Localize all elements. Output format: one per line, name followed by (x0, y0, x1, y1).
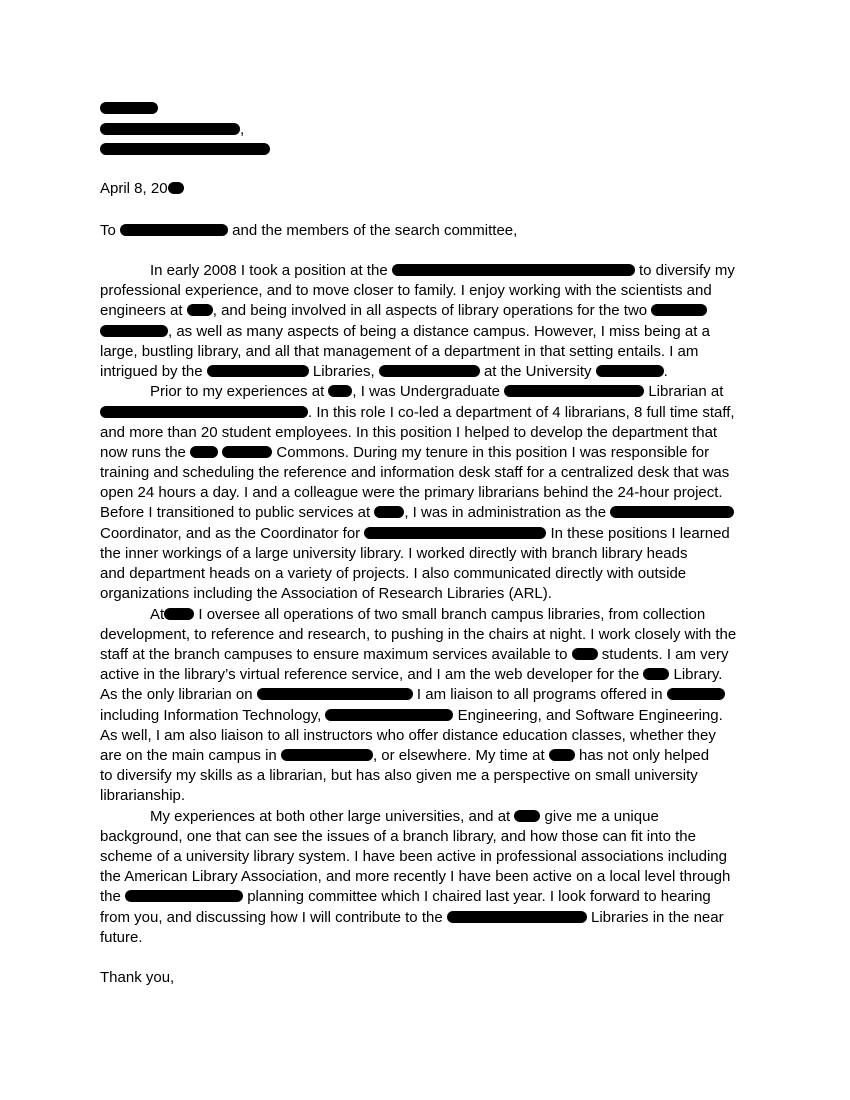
body-text: , as well as many aspects of being a distance campus. However, I miss being at a (168, 323, 710, 340)
paragraph-3-line (100, 665, 722, 685)
salutation-text: To (100, 222, 116, 239)
redaction-bar (190, 446, 218, 458)
redaction-bar (325, 709, 453, 721)
body-text: students. I am very (597, 646, 729, 663)
date-text: April 8, 20 (100, 180, 168, 197)
body-text: including Information Technology, (100, 707, 326, 724)
redaction-bar (120, 224, 228, 236)
body-text: the American Library Association, and more recently I have been active on a local level through (100, 868, 731, 885)
redaction-bar (222, 446, 272, 458)
paragraph-1-line (100, 322, 710, 342)
redaction-bar (514, 810, 540, 822)
paragraph-2-line (100, 403, 735, 423)
body-text: the inner workings of a large university library. I worked directly with branch library heads (100, 545, 688, 562)
redaction-bar (100, 325, 168, 337)
paragraph-1-line (100, 281, 712, 301)
redaction-bar (364, 527, 546, 539)
body-text: Librarian at (644, 383, 724, 400)
paragraph-3-line (100, 746, 709, 766)
redaction-bar (100, 406, 308, 418)
body-text: training and scheduling the reference and information desk staff for a centralized desk that was (100, 464, 730, 481)
paragraph-4-line (100, 908, 724, 928)
body-text: , I was Undergraduate (352, 383, 505, 400)
body-text: Engineering, and Software Engineering. (453, 707, 723, 724)
body-text: , or elsewhere. My time at (372, 747, 549, 764)
redaction-bar (207, 365, 309, 377)
body-text: I am liaison to all programs offered in (412, 686, 667, 703)
paragraph-1-line (100, 362, 668, 382)
redaction-bar (168, 182, 184, 194)
body-text: organizations including the Association of Research Libraries (ARL). (100, 585, 552, 602)
body-text: staff at the branch campuses to ensure maximum services available to (100, 646, 572, 663)
body-text: from you, and discussing how I will contribute to the (100, 909, 447, 926)
body-text: Coordinator, and as the Coordinator for (100, 525, 365, 542)
body-text: In these positions I learned (546, 525, 730, 542)
body-text: Library. (669, 666, 723, 683)
redaction-bar (100, 123, 240, 135)
paragraph-4-line (150, 807, 659, 827)
redaction-bar (187, 304, 213, 316)
body-text: to diversify my skills as a librarian, but has also given me a perspective on small university (100, 767, 698, 784)
salutation (100, 221, 517, 241)
paragraph-3-line (100, 625, 736, 645)
redaction-bar (164, 608, 194, 620)
body-text: and more than 20 student employees. In this position I helped to develop the department that (100, 424, 718, 441)
paragraph-4-line (100, 867, 730, 887)
redaction-bar (392, 264, 635, 276)
body-text: Prior to my experiences at (150, 383, 329, 400)
body-text: now runs the (100, 444, 191, 461)
paragraph-2-line (100, 544, 687, 564)
paragraph-2-line (100, 503, 734, 523)
body-text: at the University (479, 363, 596, 380)
body-text: . In this role I co-led a department of 4 librarians, 8 full time staff, (308, 404, 735, 421)
body-text: Commons. During my tenure in this position I was responsible for (272, 444, 710, 461)
paragraph-4-line (100, 887, 711, 907)
address-line-2 (100, 120, 244, 140)
paragraph-4-line (100, 827, 696, 847)
paragraph-3-line (100, 685, 725, 705)
body-text: Libraries in the near (586, 909, 724, 926)
paragraph-2-line (100, 584, 552, 604)
redaction-bar (447, 911, 587, 923)
body-text: has not only helped (574, 747, 710, 764)
address-line-1 (100, 99, 158, 119)
body-text: development, to reference and research, to pushing in the chairs at night. I work closely with the (100, 626, 737, 643)
redaction-bar (281, 749, 373, 761)
paragraph-2-line (100, 524, 730, 544)
paragraph-2-line (100, 443, 709, 463)
redaction-bar (504, 385, 644, 397)
paragraph-3-line (100, 726, 716, 746)
paragraph-3-line (100, 706, 723, 726)
body-text: At (150, 606, 165, 623)
redaction-bar (328, 385, 352, 397)
redaction-bar (572, 648, 598, 660)
redaction-bar (100, 102, 158, 114)
paragraph-4-line (100, 928, 143, 948)
body-text: professional experience, and to move closer to family. I enjoy working with the scientists and (100, 282, 712, 299)
paragraph-3-line (100, 766, 698, 786)
paragraph-1-line (150, 261, 735, 281)
redaction-bar (643, 668, 669, 680)
redaction-bar (610, 506, 734, 518)
paragraph-2-line (100, 483, 723, 503)
redaction-bar (651, 304, 707, 316)
body-text: librarianship. (100, 787, 186, 804)
body-text: scheme of a university library system. I have been active in professional associations including (100, 848, 727, 865)
paragraph-2-line (150, 382, 723, 402)
body-text: Libraries, (308, 363, 379, 380)
body-text: the (100, 888, 126, 905)
paragraph-2-line (100, 564, 686, 584)
redaction-bar (257, 688, 413, 700)
redaction-bar (596, 365, 664, 377)
paragraph-1-line (100, 342, 698, 362)
body-text: open 24 hours a day. I and a colleague were the primary librarians behind the 24-hour project. (100, 484, 723, 501)
paragraph-4-line (100, 847, 727, 867)
body-text: intrigued by the (100, 363, 207, 380)
address-line-3 (100, 140, 270, 160)
body-text: are on the main campus in (100, 747, 281, 764)
body-text: planning committee which I chaired last year. I look forward to hearing (243, 888, 711, 905)
paragraph-1-line (100, 301, 707, 321)
body-text: large, bustling library, and all that management of a department in that setting entails. I am (100, 343, 699, 360)
paragraph-2-line (100, 423, 717, 443)
body-text: As well, I am also liaison to all instructors who offer distance education classes, whether they (100, 727, 716, 744)
redaction-bar (100, 143, 270, 155)
redaction-bar (549, 749, 575, 761)
redaction-bar (379, 365, 480, 377)
redaction-bar (667, 688, 725, 700)
closing-text: Thank you, (100, 969, 175, 986)
body-text: Before I transitioned to public services at (100, 504, 375, 521)
letter-date (100, 179, 184, 199)
paragraph-3-line (100, 645, 729, 665)
paragraph-3-line (150, 605, 705, 625)
redaction-bar (125, 890, 243, 902)
address-comma: , (240, 121, 245, 138)
body-text: As the only librarian on (100, 686, 257, 703)
body-text: and department heads on a variety of projects. I also communicated directly with outside (100, 565, 687, 582)
redaction-bar (374, 506, 404, 518)
closing (100, 968, 174, 988)
body-text: , and being involved in all aspects of library operations for the two (212, 302, 652, 319)
salutation-text: and the members of the search committee, (228, 222, 518, 239)
body-text: give me a unique (540, 808, 659, 825)
paragraph-3-line (100, 786, 185, 806)
body-text: background, one that can see the issues of a branch library, and how those can fit into the (100, 828, 696, 845)
body-text: . (663, 363, 668, 380)
body-text: I oversee all operations of two small branch campus libraries, from collection (194, 606, 706, 623)
body-text: future. (100, 929, 143, 946)
body-text: , I was in administration as the (404, 504, 611, 521)
body-text: active in the library’s virtual reference service, and I am the web developer for the (100, 666, 644, 683)
body-text: In early 2008 I took a position at the (150, 262, 392, 279)
body-text: engineers at (100, 302, 187, 319)
paragraph-2-line (100, 463, 729, 483)
body-text: to diversify my (634, 262, 735, 279)
body-text: My experiences at both other large universities, and at (150, 808, 515, 825)
